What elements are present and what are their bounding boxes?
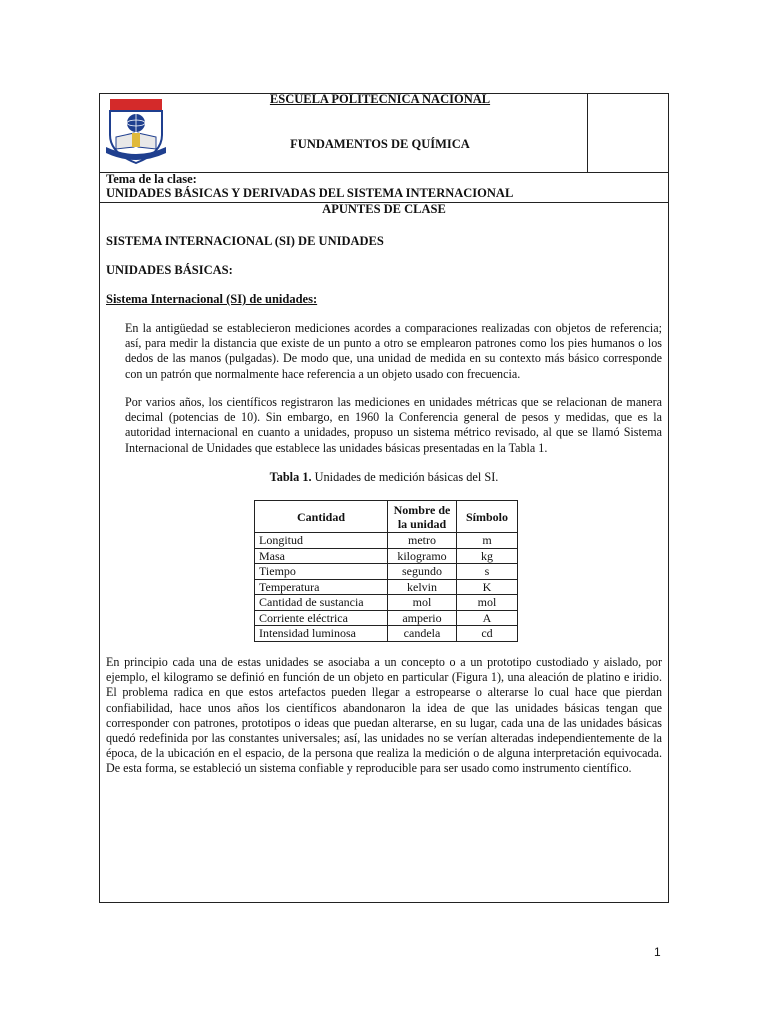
cell-quantity: Longitud: [255, 533, 388, 549]
paragraph-2: Por varios años, los científicos registraron las mediciones en unidades métricas que se relacionan de manera decimal (potencias de 10). Sin embargo, en 1960 la Conferencia general de pesos y medidas, que es la autoridad internacional en cuanto a unidades, propuso un sistema métrico revisado, al que se llamó Sistema Internacional de Unidades que establece las unidades básicas presentadas en la Tabla 1.: [125, 395, 662, 455]
cell-unit: candela: [388, 626, 457, 642]
institution-name: ESCUELA POLITECNICA NACIONAL: [269, 92, 491, 106]
cell-quantity: Corriente eléctrica: [255, 610, 388, 626]
cell-symbol: kg: [457, 548, 518, 564]
topic-title: UNIDADES BÁSICAS Y DERIVADAS DEL SISTEMA INTERNACIONAL: [106, 186, 514, 200]
cell-unit: amperio: [388, 610, 457, 626]
table-row: [255, 579, 518, 595]
table-caption-label: Tabla 1.: [269, 470, 312, 484]
section-heading: SISTEMA INTERNACIONAL (SI) DE UNIDADES: [106, 234, 384, 248]
subsubsection-heading: Sistema Internacional (SI) de unidades:: [106, 292, 318, 306]
table-row: [255, 564, 518, 580]
course-name: FUNDAMENTOS DE QUÍMICA: [290, 137, 470, 151]
units-table: [254, 500, 518, 642]
cell-symbol: m: [457, 533, 518, 549]
subsection-heading: UNIDADES BÁSICAS:: [106, 263, 233, 277]
cell-symbol: A: [457, 610, 518, 626]
institution-logo: [104, 97, 168, 167]
table-row: [255, 626, 518, 642]
column-header-unit-name: [388, 501, 457, 533]
table-row: [255, 610, 518, 626]
table-caption: [99, 470, 669, 485]
cell-unit: kelvin: [388, 579, 457, 595]
table-header-row: [255, 501, 518, 533]
cell-unit: metro: [388, 533, 457, 549]
column-header-unit-name-line2: la unidad: [397, 516, 447, 531]
cell-quantity: Cantidad de sustancia: [255, 595, 388, 611]
cell-quantity: Masa: [255, 548, 388, 564]
column-header-symbol: Símbolo: [457, 501, 518, 533]
cell-symbol: K: [457, 579, 518, 595]
table-row: [255, 533, 518, 549]
cell-symbol: s: [457, 564, 518, 580]
table-row: [255, 595, 518, 611]
cell-unit: kilogramo: [388, 548, 457, 564]
cell-quantity: Tiempo: [255, 564, 388, 580]
page-number: 1: [654, 945, 661, 959]
table-caption-text: Unidades de medición básicas del SI.: [311, 470, 499, 484]
paragraph-3: En principio cada una de estas unidades se asociaba a un concepto o a un prototipo custodiado y aislado, por ejemplo, el kilogramo se definió en función de un objeto en particular (Figura 1), una aleación de platino e iridio. El problema radica en que estos artefactos pueden llegar a estropearse o alterarse lo cual hace que pierdan confiabilidad, hace unos años los científicos abandonaron la idea de que las unidades básicas tengan que corresponder con patrones, prototipos o ideas que puedan alterarse, en su lugar, cada una de las unidades básicas quedó redefinida por las constantes universales; así, las unidades no se verían alteradas independientemente de la época, de la ubicación en el espacio, de la persona que realiza la medición o de alguna interpretación equivocada. De esta forma, se estableció un sistema confiable y reproducible para ser usado como instrumento científico.: [106, 655, 662, 776]
notes-label: APUNTES DE CLASE: [322, 202, 446, 216]
cell-quantity: Temperatura: [255, 579, 388, 595]
cell-symbol: cd: [457, 626, 518, 642]
header-divider-vertical: [587, 93, 588, 172]
paragraph-1: En la antigüedad se establecieron mediciones acordes a comparaciones realizadas con objetos de referencia; así, para medir la distancia que existe de un punto a otro se emplearon patrones como los pies humanos o los dedos de las manos (pulgadas). De modo que, una unidad de medida en su contexto más básico corresponde con un patrón que normalmente hace referencia a un objeto usado con frecuencia.: [125, 321, 662, 381]
table-row: [255, 548, 518, 564]
cell-unit: mol: [388, 595, 457, 611]
cell-unit: segundo: [388, 564, 457, 580]
topic-label: Tema de la clase:: [106, 172, 197, 186]
cell-symbol: mol: [457, 595, 518, 611]
column-header-unit-name-line1: Nombre de: [393, 502, 451, 517]
column-header-quantity: Cantidad: [255, 501, 388, 533]
cell-quantity: Intensidad luminosa: [255, 626, 388, 642]
